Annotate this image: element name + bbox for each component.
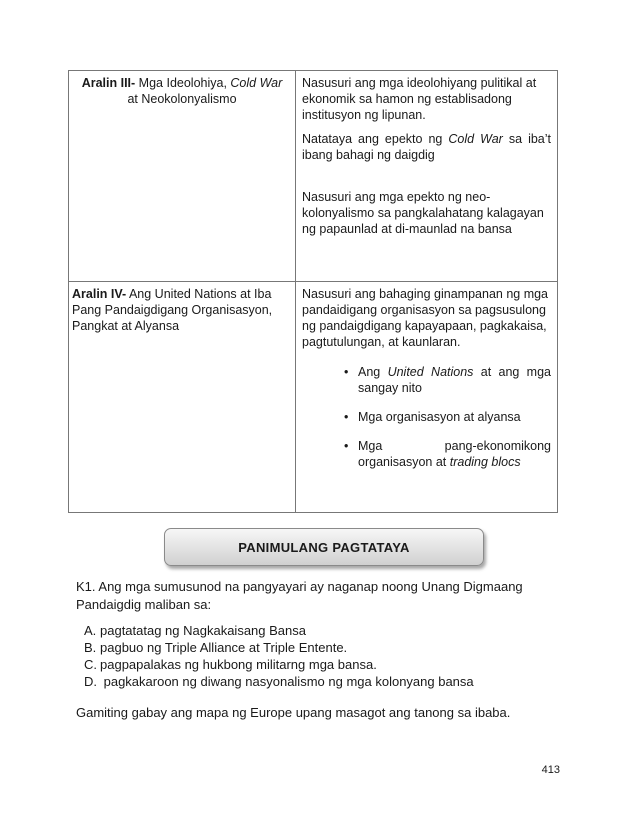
list-item-italic: trading blocs [449,455,521,469]
competency-text: Nasusuri ang mga epekto ng neo-kolonyalismo sa pangkalahatang kalagayan ng papaunlad at di-maunlad na bansa [302,190,544,236]
choice-text: pagtatatag ng Nagkakaisang Bansa [100,623,306,638]
choice-text: pagbuo ng Triple Alliance at Triple Entente. [100,640,348,655]
choices-list [76,622,556,690]
bullet-list [302,364,551,470]
lesson-title-text: Ang United Nations at Iba Pang Pandaigdigang Organisasyon, Pangkat at Alyansa [72,287,273,333]
lesson-title [72,75,292,107]
competency-text [302,131,551,163]
bullet-icon: • [344,365,349,379]
list-item-text: Ang [358,365,388,379]
section-header: PANIMULANG PAGTATAYA [164,528,484,566]
lesson-title [72,286,292,334]
lessons-table [68,70,558,513]
choice-letter: B. [84,640,97,655]
list-item [344,409,551,425]
table-row [69,282,558,513]
competency-cell [296,71,558,282]
competency-text-italic: Cold War [448,132,503,146]
competency-text: Nasusuri ang bahaging ginampanan ng mga pandaidigang organisasyon sa pagsusulong ng pandaigdigang kapayapaan, pagkakaisa, pagtutulungan, at kaunlaran. [302,287,549,349]
bullet-icon: • [344,439,349,453]
bullet-icon: • [344,410,349,424]
lesson-number: Aralin III- [81,76,136,90]
choice-letter: C. [84,657,97,672]
instruction-text: Gamiting gabay ang mapa ng Europe upang masagot ang tanong sa ibaba. [76,705,511,720]
lesson-title-cell [69,282,296,513]
choice-text: pagkakaroon ng diwang nasyonalismo ng mga kolonyang bansa [100,674,474,689]
lesson-number: Aralin IV- [72,287,127,301]
list-item [344,364,551,396]
lesson-title-text: Mga Ideolohiya, [135,76,231,90]
list-item-text: Mga pang-ekonomikong organisasyon at [358,439,551,469]
choice-item[interactable] [78,622,556,639]
choice-item[interactable] [78,656,556,673]
list-item-italic: United Nations [387,365,474,379]
competency-text-part: Natataya ang epekto ng [302,132,449,146]
lesson-title-text-2: at Neokolonyalismo [127,92,237,106]
page-number: 413 [541,764,560,776]
choice-letter: D. [84,674,97,689]
competency-cell [296,282,558,513]
choice-item[interactable] [78,673,556,690]
competency-text-part: sa iba’t ibang bahagi ng daigdig [302,132,551,162]
competency-text: Nasusuri ang mga ideolohiyang pulitikal at ekonomik sa hamon ng establisadong institusyon ng lipunan. [302,76,537,122]
question-block [76,578,556,722]
list-item-text: at ang mga sangay nito [358,365,551,395]
list-item [344,438,551,470]
table-row [69,71,558,282]
lesson-title-cell [69,71,296,282]
list-item-text: Mga organisasyon at alyansa [358,410,521,424]
choice-letter: A. [84,623,97,638]
lesson-title-italic: Cold War [230,76,283,90]
question-stem: K1. Ang mga sumusunod na pangyayari ay naganap noong Unang Digmaang Pandaigdig maliban sa: [76,579,523,612]
choice-text: pagpapalakas ng hukbong militarng mga bansa. [100,657,377,672]
choice-item[interactable] [78,639,556,656]
